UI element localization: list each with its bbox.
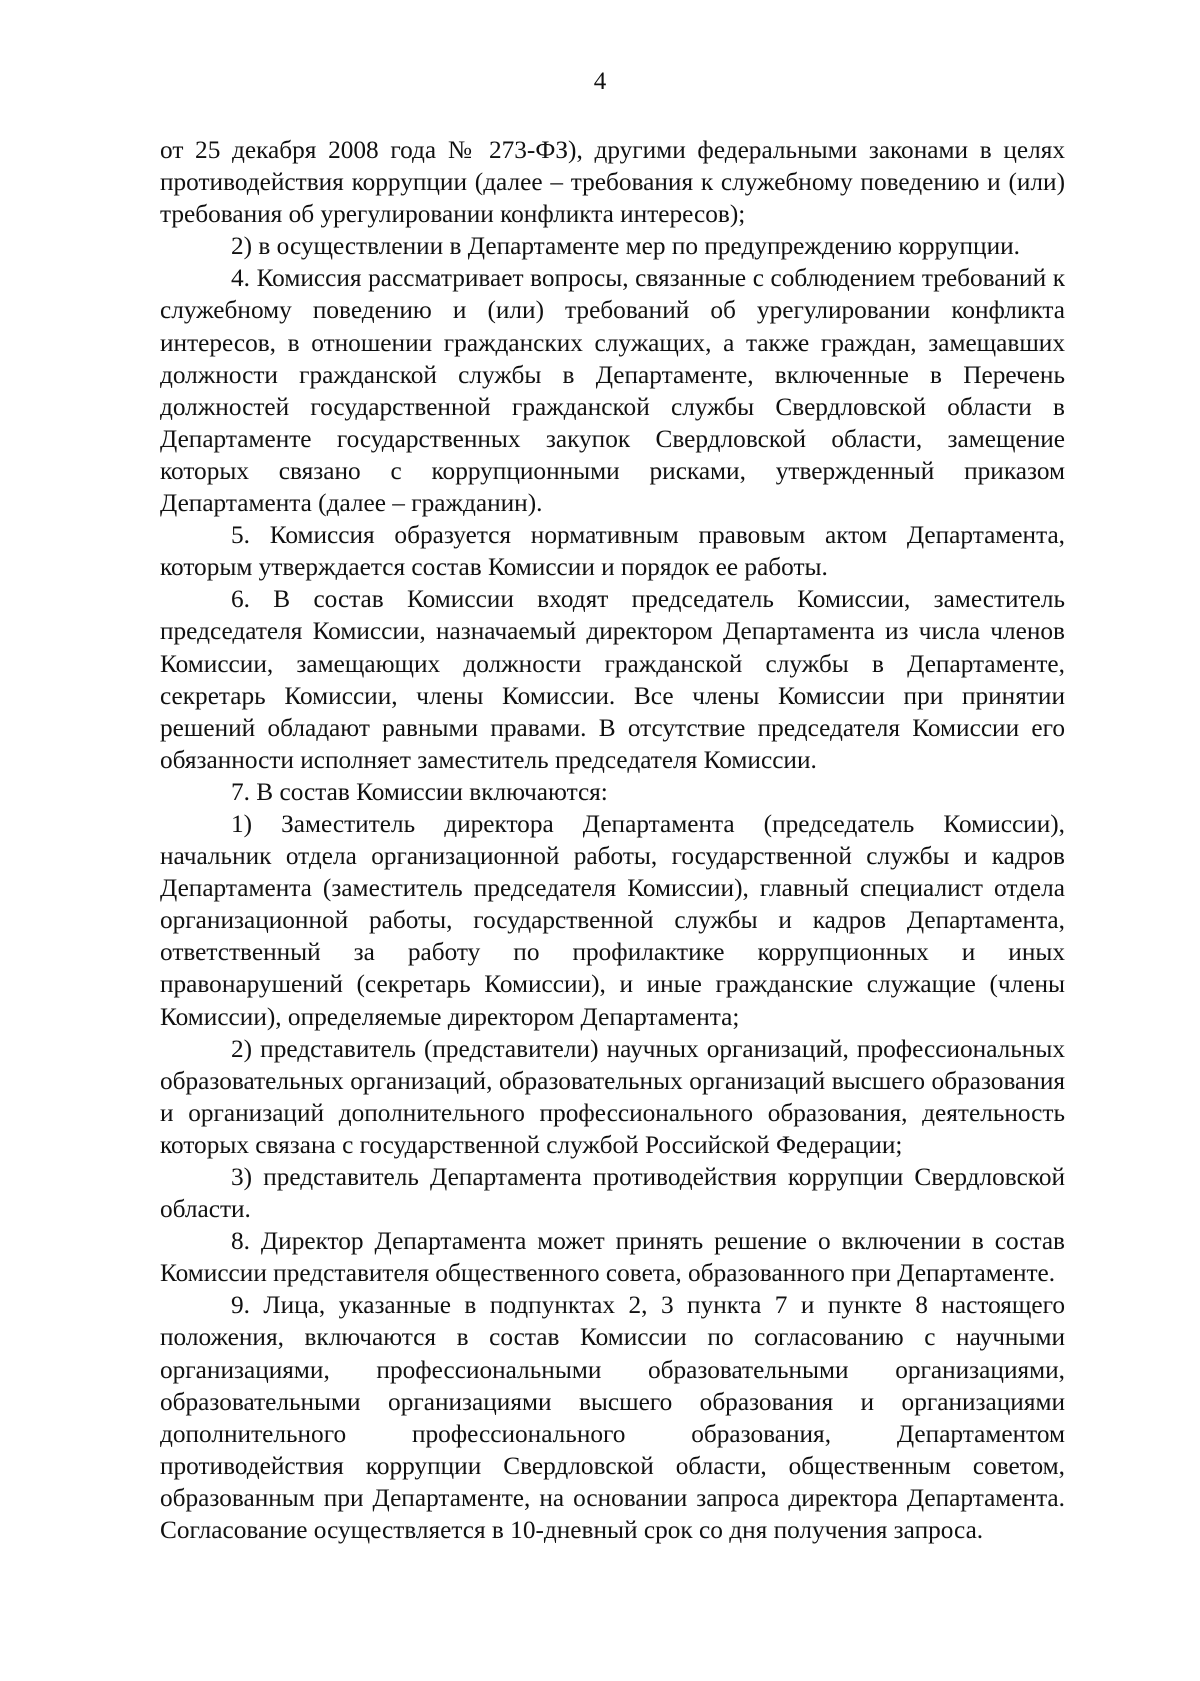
paragraph-continuation: от 25 декабря 2008 года № 273-ФЗ), другими федеральными законами в целях противодействия коррупции (далее – требования к служебному поведению и (или) требования об урегулировании конфликта интересов); <box>160 136 1065 229</box>
paragraph-item-4: 4. Комиссия рассматривает вопросы, связанные с соблюдением требований к служебному поведению и (или) требований об урегулировании конфликта интересов, в отношении гражданских служащих, а также граждан, замещавших должности гражданской службы в Департаменте, включенные в Перечень должностей государственной гражданской службы Свердловской области в Департаменте государственных закупок Свердловской области, замещение которых связано с коррупционными рисками, утвержденный приказом Департамента (далее – гражданин). <box>160 264 1065 518</box>
paragraph-item-9: 9. Лица, указанные в подпунктах 2, 3 пункта 7 и пункте 8 настоящего положения, включаются в состав Комиссии по согласованию с научными организациями, профессиональными образовательными организациями, образовательными организациями высшего образования и организациями дополнительного профессионального образования, Департаментом противодействия коррупции Свердловской области, общественным советом, образованным при Департаменте, на основании запроса директора Департамента. Согласование осуществляется в 10-дневный срок со дня получения запроса. <box>160 1291 1065 1545</box>
paragraph-item-7: 7. В состав Комиссии включаются: <box>231 777 608 806</box>
paragraph-item-7-subitem-1: 1) Заместитель директора Департамента (председатель Комиссии), начальник отдела организационной работы, государственной службы и кадров Департамента (заместитель председателя Комиссии), главный специалист отдела организационной работы, государственной службы и кадров Департамента, ответственный за работу по профилактике коррупционных и иных правонарушений (секретарь Комиссии), и иные гражданские служащие (члены Комиссии), определяемые директором Департамента; <box>160 809 1065 1031</box>
paragraph-item-7-subitem-3: 3) представитель Департамента противодействия коррупции Свердловской области. <box>160 1163 1065 1224</box>
document-body <box>160 134 1065 1546</box>
paragraph-item-7-subitem-2: 2) представитель (представители) научных организаций, профессиональных образовательных организаций, образовательных организаций высшего образования и организаций дополнительного профессионального образования, деятельность которых связана с государственной службой Российской Федерации; <box>160 1034 1065 1159</box>
paragraph-item-8: 8. Директор Департамента может принять решение о включении в состав Комиссии представителя общественного совета, образованного при Департаменте. <box>160 1227 1065 1288</box>
paragraph-item-5: 5. Комиссия образуется нормативным правовым актом Департамента, которым утверждается состав Комиссии и порядок ее работы. <box>160 521 1065 582</box>
paragraph-item-6: 6. В состав Комиссии входят председатель Комиссии, заместитель председателя Комиссии, назначаемый директором Департамента из числа членов Комиссии, замещающих должности гражданской службы в Департаменте, секретарь Комиссии, члены Комиссии. Все члены Комиссии при принятии решений обладают равными правами. В отсутствие председателя Комиссии его обязанности исполняет заместитель председателя Комиссии. <box>160 585 1065 774</box>
paragraph-subitem-2: 2) в осуществлении в Департаменте мер по предупреждению коррупции. <box>231 232 1020 261</box>
page-number: 4 <box>593 68 607 95</box>
